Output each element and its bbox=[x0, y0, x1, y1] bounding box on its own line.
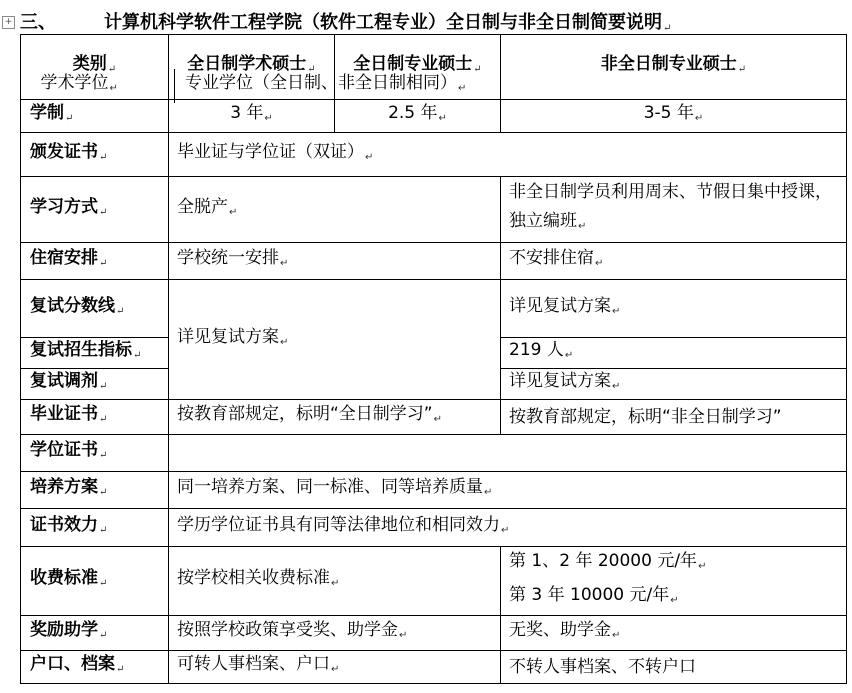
table-row-degree bbox=[21, 435, 847, 472]
paragraph-mark-icon: ↵ bbox=[331, 664, 340, 675]
table-row-diploma bbox=[21, 400, 847, 435]
cell-text: 3 年 bbox=[230, 103, 264, 123]
table-row-study-mode bbox=[21, 177, 847, 243]
row-label-housing bbox=[21, 243, 169, 280]
duration-ft-professional bbox=[335, 100, 501, 133]
cell-text: 第 1、2 年 20000 元/年 bbox=[509, 551, 698, 571]
paragraph-mark-icon: ↵ bbox=[99, 258, 108, 269]
row-label-certificate bbox=[21, 133, 169, 177]
paragraph-mark-icon: ↵ bbox=[280, 258, 289, 269]
paragraph-mark-icon: ↵ bbox=[99, 151, 108, 163]
paragraph-mark-icon: ↵ bbox=[438, 113, 447, 124]
duration-pt-professional bbox=[501, 100, 847, 133]
paragraph-mark-icon: ↵ bbox=[484, 487, 493, 498]
row-label-hukou bbox=[21, 651, 169, 684]
row-label-duration bbox=[21, 100, 169, 133]
cell-text: 不安排住宿 bbox=[509, 248, 594, 268]
retest-quota-pt bbox=[501, 338, 847, 369]
cell-text: 户口、档案 bbox=[30, 654, 115, 674]
paragraph-mark-icon: ↵ bbox=[116, 305, 125, 317]
row-label-fees bbox=[21, 547, 169, 616]
housing-ft bbox=[169, 243, 501, 280]
cell-text: 收费标准 bbox=[30, 568, 98, 588]
paragraph-mark-icon: ↵ bbox=[99, 630, 108, 641]
row-label-validity bbox=[21, 509, 169, 547]
cell-text: 第 3 年 10000 元/年 bbox=[509, 585, 670, 605]
paragraph-mark-icon: ↵ bbox=[99, 450, 108, 461]
cell-text: 无奖、助学金 bbox=[509, 620, 611, 640]
cell-text: 按教育部规定，标明“非全日制学习” bbox=[509, 406, 782, 427]
cell-text: 不转人事档案、不转户口 bbox=[509, 656, 696, 677]
cell-text: 按照学校政策享受奖、助学金 bbox=[177, 620, 398, 640]
diploma-ft bbox=[169, 400, 501, 435]
paragraph-mark-icon: ↵ bbox=[99, 524, 108, 536]
paragraph-mark-icon: ↵ bbox=[99, 206, 108, 218]
row-label-study-mode bbox=[21, 177, 169, 243]
section-number: 三、 bbox=[20, 12, 56, 33]
row-label-retest-quota bbox=[21, 338, 169, 369]
cell-text: 学历学位证书具有同等法律地位和相同效力 bbox=[177, 514, 500, 535]
fees-pt bbox=[501, 547, 847, 616]
cell-text: 奖励助学 bbox=[30, 620, 98, 640]
paragraph-mark-icon: ↵ bbox=[365, 151, 374, 163]
cell-text: 详见复试方案 bbox=[509, 295, 611, 316]
cell-text: 证书效力 bbox=[30, 514, 98, 535]
paragraph-mark-icon: ↵ bbox=[612, 630, 621, 641]
page-title bbox=[104, 8, 671, 34]
cell-text: 培养方案 bbox=[30, 477, 98, 497]
paragraph-mark-icon: ↵ bbox=[564, 350, 574, 361]
paragraph-mark-icon: ↵ bbox=[280, 336, 289, 348]
paragraph-mark-icon: ↵ bbox=[65, 113, 74, 124]
table-row-certificate bbox=[21, 133, 847, 177]
paragraph-mark-icon: ↵ bbox=[694, 113, 704, 124]
fees-ft bbox=[169, 547, 501, 616]
validity-value bbox=[169, 509, 847, 547]
table-row-awards bbox=[21, 616, 847, 651]
cell-text: 同一培养方案、同一标准、同等培养质量 bbox=[177, 477, 483, 497]
cell-text: 毕业证与学位证（双证） bbox=[177, 141, 364, 162]
cell-text: 非全日制专业硕士 bbox=[600, 54, 737, 74]
cell-text: 学制 bbox=[30, 103, 64, 123]
cell-text: 3-5 年 bbox=[643, 103, 694, 123]
paragraph-mark-icon: ↵ bbox=[663, 23, 672, 34]
paragraph-mark-icon: ↵ bbox=[133, 350, 142, 361]
table-row-training bbox=[21, 472, 847, 509]
paragraph-mark-icon: ↵ bbox=[229, 206, 238, 218]
paragraph-mark-icon: ↵ bbox=[107, 64, 117, 75]
cell-text: 全脱产 bbox=[177, 196, 228, 217]
paragraph-mark-icon: ↵ bbox=[612, 305, 621, 317]
page-title-text: 计算机科学软件工程学院（软件工程专业）全日制与非全日制简要说明 bbox=[104, 12, 662, 33]
cell-text: 复试招生指标 bbox=[30, 340, 132, 360]
paragraph-mark-icon: ↵ bbox=[670, 595, 679, 606]
awards-ft bbox=[169, 616, 501, 651]
table-row-fees bbox=[21, 547, 847, 616]
cell-text: 住宿安排 bbox=[30, 248, 98, 268]
cell-text: 按教育部规定，标明“全日制学习” bbox=[177, 404, 433, 424]
cell-text: 按学校相关收费标准 bbox=[177, 568, 330, 588]
cell-text: 可转人事档案、户口 bbox=[177, 654, 330, 674]
housing-pt bbox=[501, 243, 847, 280]
retest-score-pt bbox=[501, 280, 847, 338]
paragraph-mark-icon: ↵ bbox=[99, 414, 108, 425]
cell-text: 学习方式 bbox=[30, 196, 98, 217]
paragraph-mark-icon: ↵ bbox=[331, 578, 340, 589]
hukou-pt bbox=[501, 651, 847, 684]
row-label-awards bbox=[21, 616, 169, 651]
cell-text: 全日制专业硕士 bbox=[353, 54, 473, 74]
table-move-handle-icon[interactable]: + bbox=[2, 16, 15, 29]
comparison-table bbox=[20, 34, 847, 684]
paragraph-mark-icon: ↵ bbox=[307, 64, 316, 75]
retest-ft-merged bbox=[169, 280, 501, 400]
table-row-retest-score bbox=[21, 280, 847, 338]
paragraph-mark-icon: ↵ bbox=[99, 578, 108, 589]
cell-text: 复试分数线 bbox=[30, 295, 115, 316]
paragraph-mark-icon: ↵ bbox=[473, 64, 482, 75]
paragraph-mark-icon: ↵ bbox=[99, 381, 108, 392]
cell-text: 全日制学术硕士 bbox=[187, 54, 307, 74]
fees-pt-line2 bbox=[509, 581, 838, 615]
table-row-housing bbox=[21, 243, 847, 280]
cell-text: 类别 bbox=[72, 54, 107, 74]
awards-pt bbox=[501, 616, 847, 651]
row-label-degree bbox=[21, 435, 169, 472]
certificate-value bbox=[169, 133, 847, 177]
row-label-retest-adjust bbox=[21, 369, 169, 400]
cell-text: 详见复试方案 bbox=[177, 326, 279, 347]
cell-text: 2.5 年 bbox=[388, 103, 438, 123]
paragraph-mark-icon: ↵ bbox=[612, 381, 621, 392]
table-row-hukou bbox=[21, 651, 847, 684]
paragraph-mark-icon: ↵ bbox=[737, 64, 747, 75]
cell-text: 非全日制学员利用周末、节假日集中授课，独立编班 bbox=[509, 182, 832, 231]
cell-text: 学校统一安排 bbox=[177, 248, 279, 268]
duration-ft-academic bbox=[169, 100, 335, 133]
row-label-training bbox=[21, 472, 169, 509]
cell-text: 复试调剂 bbox=[30, 371, 98, 391]
paragraph-mark-icon: ↵ bbox=[501, 524, 510, 536]
row-label-retest-score bbox=[21, 280, 169, 338]
paragraph-mark-icon: ↵ bbox=[698, 561, 707, 572]
cell-text: 颁发证书 bbox=[30, 141, 98, 162]
cell-text: 毕业证书 bbox=[30, 404, 98, 424]
paragraph-mark-icon: ↵ bbox=[99, 487, 108, 498]
paragraph-mark-icon: ↵ bbox=[595, 258, 604, 269]
row-label-diploma bbox=[21, 400, 169, 435]
fees-pt-line1 bbox=[509, 547, 838, 581]
diploma-pt bbox=[501, 400, 847, 435]
study-mode-pt bbox=[501, 177, 847, 243]
paragraph-mark-icon: ↵ bbox=[399, 630, 408, 641]
paragraph-mark-icon: ↵ bbox=[433, 414, 443, 425]
hukou-ft bbox=[169, 651, 501, 684]
table-row-duration bbox=[21, 100, 847, 133]
paragraph-mark-icon: ↵ bbox=[264, 113, 273, 124]
cell-text: 219 人 bbox=[509, 340, 564, 360]
retest-adjust-pt bbox=[501, 369, 847, 400]
study-mode-ft bbox=[169, 177, 501, 243]
training-value bbox=[169, 472, 847, 509]
cell-text: 学位证书 bbox=[30, 440, 98, 460]
cell-text: 详见复试方案 bbox=[509, 371, 611, 391]
paragraph-mark-icon: ↵ bbox=[116, 664, 125, 675]
paragraph-mark-icon: ↵ bbox=[578, 221, 587, 232]
table-row-validity bbox=[21, 509, 847, 547]
degree-cell: 学术学位↵ 专业学位（全日制、非全日制相同）↵ bbox=[169, 435, 847, 472]
